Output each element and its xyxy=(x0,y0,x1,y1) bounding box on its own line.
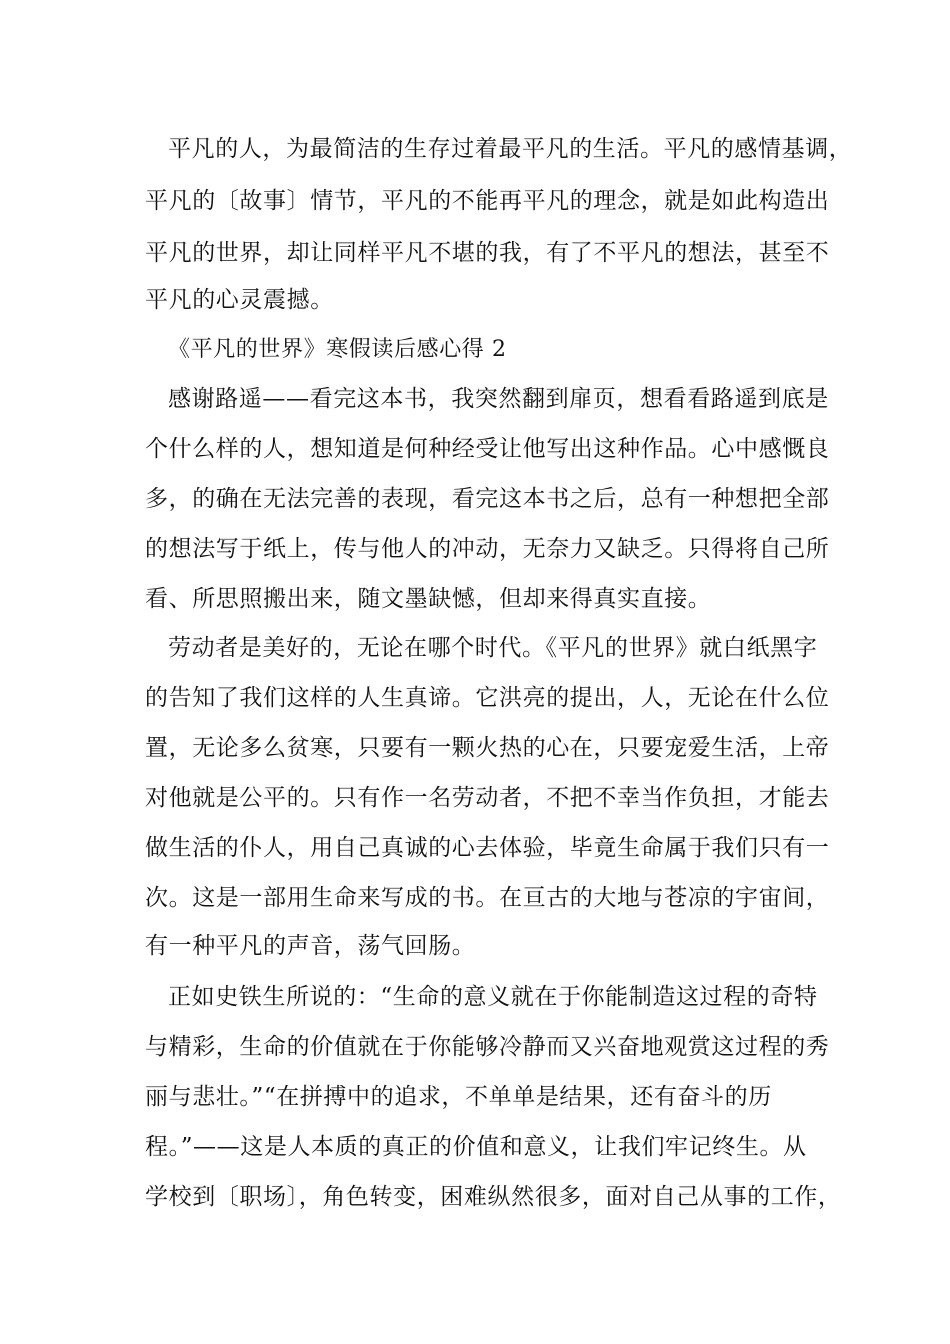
paragraph-2-line-4: 的想法写于纸上，传与他人的冲动，无奈力又缺乏。只得将自己所 xyxy=(145,536,830,562)
paragraph-2-line-3: 多，的确在无法完善的表现，看完这本书之后，总有一种想把全部 xyxy=(145,486,830,512)
paragraph-3-line-6: 次。这是一部用生命来写成的书。在亘古的大地与苍凉的宇宙间， xyxy=(145,885,830,911)
section-heading: 《平凡的世界》寒假读后感心得 2 xyxy=(168,337,507,362)
paragraph-1-line-1: 平凡的人，为最简洁的生存过着最平凡的生活。平凡的感情基调， xyxy=(168,136,853,162)
paragraph-4-line-4: 程。”——这是人本质的真正的价值和意义，让我们牢记终生。从 xyxy=(145,1134,807,1160)
paragraph-3-line-4: 对他就是公平的。只有作一名劳动者，不把不幸当作负担，才能去 xyxy=(145,785,830,811)
paragraph-2-line-5: 看、所思照搬出来，随文墨缺憾，但却来得真实直接。 xyxy=(145,586,712,612)
paragraph-3-line-3: 置，无论多么贫寒，只要有一颗火热的心在，只要宠爱生活，上帝 xyxy=(145,735,830,761)
paragraph-4-line-3: 丽与悲壮。”“在拼搏中的追求，不单单是结果，还有奋斗的历 xyxy=(145,1084,772,1110)
paragraph-3-line-2: 的告知了我们这样的人生真谛。它洪亮的提出，人，无论在什么位 xyxy=(145,685,830,711)
paragraph-1-line-4: 平凡的心灵震撼。 xyxy=(145,287,334,313)
paragraph-4-line-1: 正如史铁生所说的：“生命的意义就在于你能制造这过程的奇特 xyxy=(168,984,818,1010)
paragraph-4-line-5: 学校到〔职场〕，角色转变，困难纵然很多，面对自己从事的工作， xyxy=(145,1184,842,1210)
paragraph-3-line-5: 做生活的仆人，用自己真诚的心去体验，毕竟生命属于我们只有一 xyxy=(145,835,830,861)
paragraph-2-line-2: 个什么样的人，想知道是何种经受让他写出这种作品。心中感慨良 xyxy=(145,436,830,462)
paragraph-1-line-2: 平凡的〔故事〕情节，平凡的不能再平凡的理念，就是如此构造出 xyxy=(145,188,830,214)
paragraph-3-line-7: 有一种平凡的声音，荡气回肠。 xyxy=(145,933,476,959)
paragraph-2-line-1: 感谢路遥——看完这本书，我突然翻到扉页，想看看路遥到底是 xyxy=(168,386,829,412)
paragraph-4-line-2: 与精彩，生命的价值就在于你能够冷静而又兴奋地观赏这过程的秀 xyxy=(145,1034,830,1060)
paragraph-1-line-3: 平凡的世界，却让同样平凡不堪的我，有了不平凡的想法，甚至不 xyxy=(145,240,830,266)
paragraph-3-line-1: 劳动者是美好的，无论在哪个时代。《平凡的世界》就白纸黑字 xyxy=(168,635,818,661)
